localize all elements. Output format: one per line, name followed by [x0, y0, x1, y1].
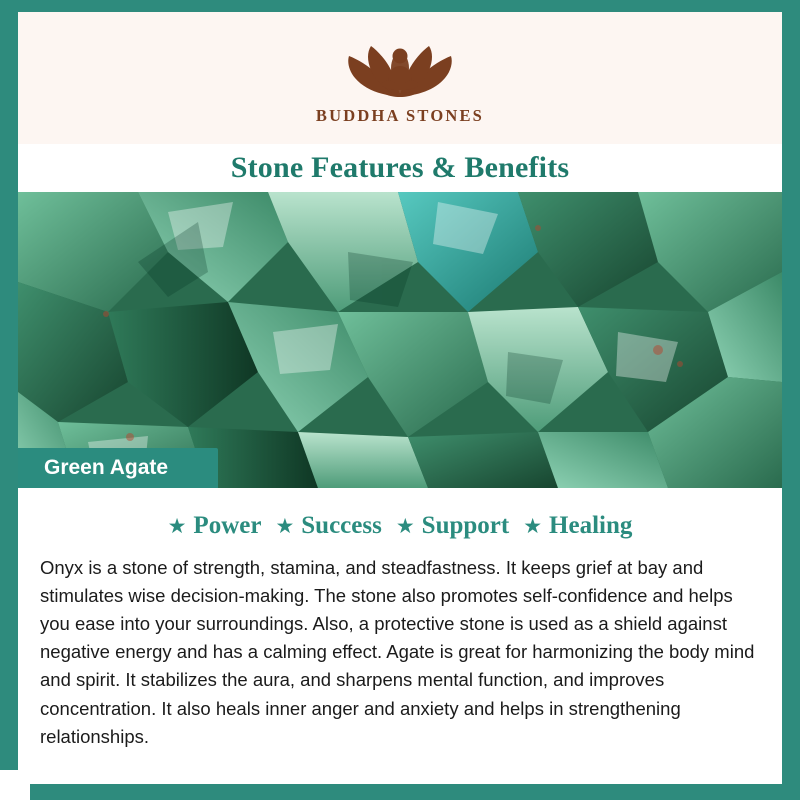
star-icon: ★: [395, 514, 415, 538]
keyword-list: [18, 488, 782, 540]
stone-photo: [18, 192, 782, 488]
stone-photo-illustration: [18, 192, 782, 488]
corner-accent-bottom-left: [0, 770, 30, 800]
star-icon: ★: [275, 514, 295, 538]
star-icon: ★: [167, 514, 187, 538]
keyword-item: [168, 512, 262, 540]
body-panel: [18, 488, 782, 784]
star-icon: ★: [523, 514, 543, 538]
page-title: Stone Features & Benefits: [230, 151, 570, 184]
brand-name: BUDDHA STONES: [315, 106, 485, 125]
keyword-label: Success: [301, 512, 382, 539]
title-band: [18, 144, 782, 192]
stone-caption: Green Agate: [18, 448, 218, 488]
keyword-label: Healing: [549, 512, 633, 539]
description-paragraph: Onyx is a stone of strength, stamina, and steadfastness. It keeps grief at bay and stimulates wise decision-making. The stone also promotes self-confidence and helps you ease into your surroundings. Also, a protective stone is used as a shield against negative energy and has a calming effect. Agate is great for harmonizing the body mind and spirit. It stabilizes the aura, and sharpens mental function, and improves concentration. It also heals inner anger and anxiety and helps in strengthening relationships.: [40, 557, 755, 747]
lotus-meditation-icon: [325, 26, 475, 104]
keyword-item: [523, 512, 632, 540]
keyword-item: [275, 512, 381, 540]
header-panel: [18, 12, 782, 192]
brand-logo: [316, 26, 484, 126]
keyword-label: Power: [193, 512, 262, 539]
keyword-item: [396, 512, 509, 540]
keyword-label: Support: [421, 512, 510, 539]
